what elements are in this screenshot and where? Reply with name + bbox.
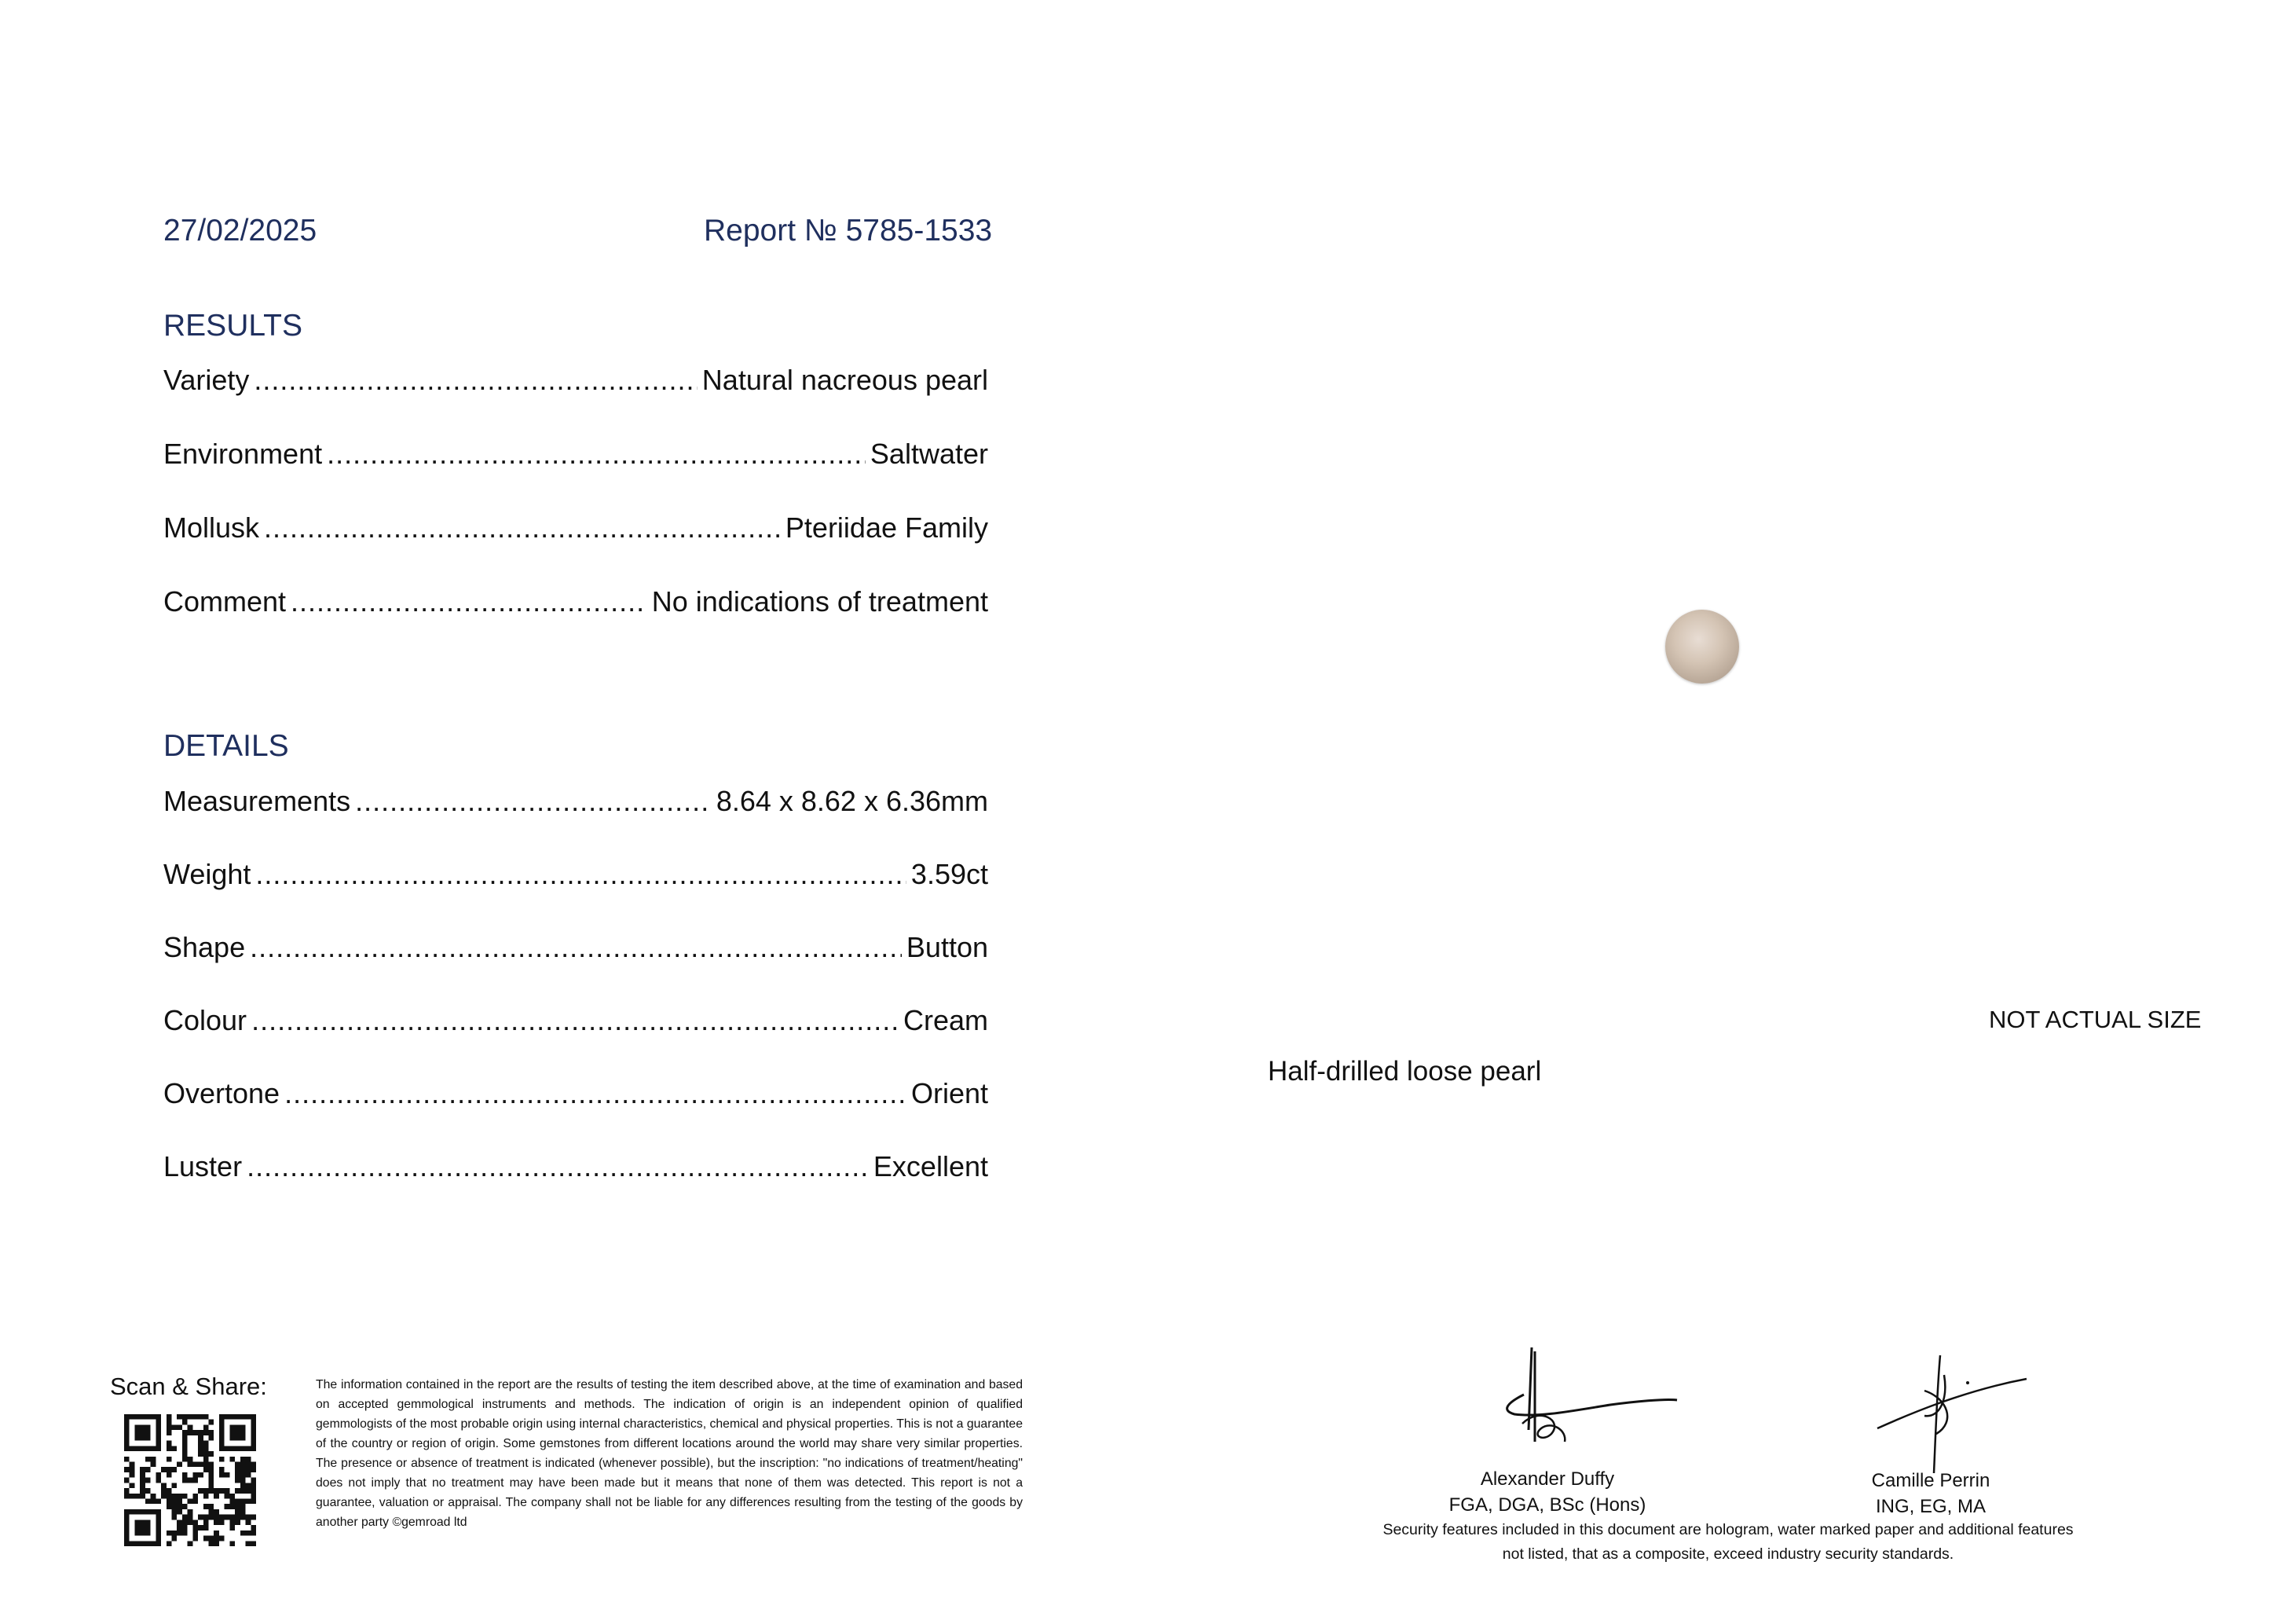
signatory-2-qualifications: ING, EG, MA bbox=[1875, 1496, 1986, 1517]
pearl-caption: Half-drilled loose pearl bbox=[1268, 1056, 1542, 1087]
row-label: Colour bbox=[163, 1004, 247, 1036]
detail-row-shape bbox=[163, 929, 988, 966]
row-label: Comment bbox=[163, 585, 287, 618]
report-date: 27/02/2025 bbox=[163, 214, 317, 247]
dot-leader bbox=[247, 1148, 869, 1186]
report-number: Report № 5785-1533 bbox=[704, 214, 993, 247]
row-value: Saltwater bbox=[870, 438, 988, 470]
scan-share-label: Scan & Share: bbox=[110, 1373, 267, 1400]
dot-leader bbox=[327, 435, 866, 473]
dot-leader bbox=[250, 929, 902, 966]
security-note: Security features included in this document are hologram, water marked paper and additional features not listed, that as a composite, exceed industry security standards. bbox=[1382, 1521, 2074, 1563]
detail-row-measurements bbox=[163, 783, 988, 820]
row-value: 8.64 x 8.62 x 6.36mm bbox=[716, 785, 988, 817]
result-row-comment bbox=[163, 583, 988, 621]
result-row-variety bbox=[163, 361, 988, 399]
dot-leader bbox=[355, 783, 712, 820]
dot-leader bbox=[264, 509, 781, 547]
signature-camille-perrin bbox=[1830, 1344, 2042, 1477]
details-list bbox=[163, 783, 988, 1221]
detail-row-overtone bbox=[163, 1075, 988, 1113]
row-label: Mollusk bbox=[163, 511, 260, 544]
row-value: Natural nacreous pearl bbox=[701, 364, 988, 396]
signatory-1-name: Alexander Duffy bbox=[1480, 1468, 1615, 1490]
dot-leader bbox=[254, 361, 697, 399]
row-label: Overtone bbox=[163, 1077, 280, 1109]
results-list bbox=[163, 361, 988, 657]
disclaimer-text: The information contained in the report are the results of testing the item described above, at the time of examination and based on accepted gemmological instruments and methods. The indication of origin is an independent opinion of qualified gemmologists of the most probable origin using internal characteristics, chemical and physical properties. This is not a guarantee of the country or region of origin. Some gemstones from different locations around the world may share very similar properties. The presence or absence of treatment is indicated (whenever possible), but the inscription: "no indications of treatment/heating" does not imply that no treatment may have been made but it means that none of them was detected. This report is not a guarantee, valuation or appraisal. The company shall not be liable for any differences resulting from the testing of the goods by another party ©gemroad ltd bbox=[316, 1378, 1023, 1529]
row-value: Pteriidae Family bbox=[785, 511, 988, 544]
row-label: Shape bbox=[163, 931, 246, 963]
pearl-photo bbox=[1665, 610, 1739, 684]
signatory-1-qualifications: FGA, DGA, BSc (Hons) bbox=[1448, 1494, 1646, 1516]
row-label: Variety bbox=[163, 364, 250, 396]
row-value: Orient bbox=[910, 1077, 988, 1109]
signatory-2-name: Camille Perrin bbox=[1871, 1470, 1990, 1491]
row-value: No indications of treatment bbox=[651, 585, 988, 618]
not-actual-size-note: NOT ACTUAL SIZE bbox=[1989, 1006, 2202, 1033]
row-value: Cream bbox=[903, 1004, 988, 1036]
dot-leader bbox=[291, 583, 647, 621]
result-row-mollusk bbox=[163, 509, 988, 547]
result-row-environment bbox=[163, 435, 988, 473]
results-heading: RESULTS bbox=[163, 309, 302, 343]
signature-alexander-duffy bbox=[1477, 1336, 1681, 1485]
row-value: 3.59ct bbox=[910, 858, 988, 890]
row-label: Luster bbox=[163, 1150, 243, 1182]
row-value: Excellent bbox=[873, 1150, 988, 1182]
dot-leader bbox=[251, 1002, 899, 1039]
detail-row-luster bbox=[163, 1148, 988, 1186]
qr-code[interactable] bbox=[124, 1414, 256, 1546]
detail-row-colour bbox=[163, 1002, 988, 1039]
row-label: Weight bbox=[163, 858, 251, 890]
row-label: Environment bbox=[163, 438, 323, 470]
dot-leader bbox=[255, 856, 906, 893]
detail-row-weight bbox=[163, 856, 988, 893]
details-heading: DETAILS bbox=[163, 729, 289, 763]
row-label: Measurements bbox=[163, 785, 351, 817]
dot-leader bbox=[284, 1075, 906, 1113]
row-value: Button bbox=[906, 931, 988, 963]
